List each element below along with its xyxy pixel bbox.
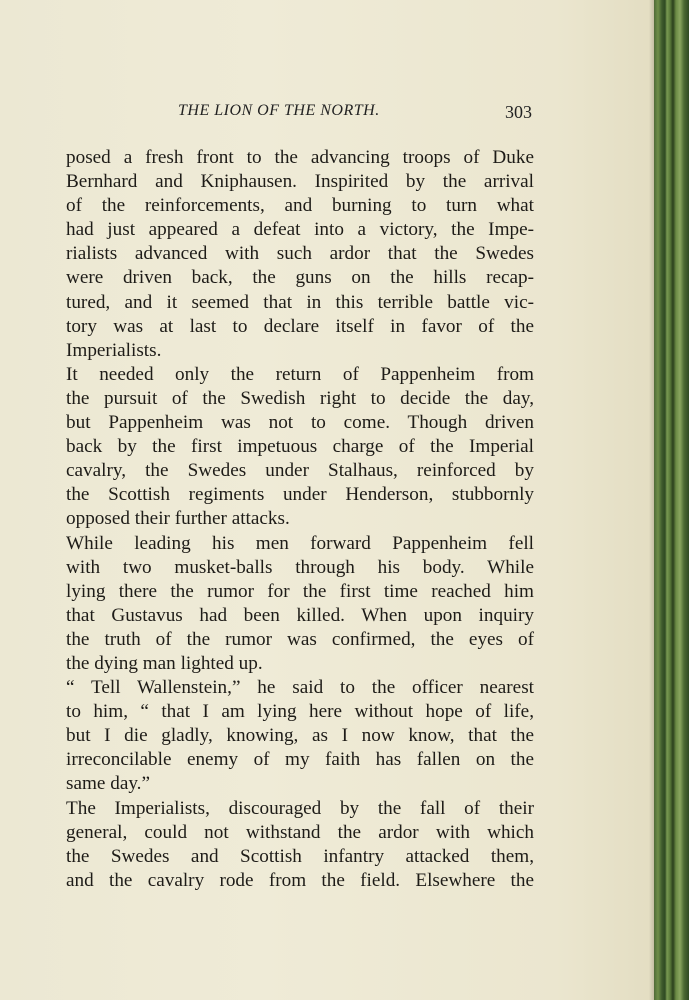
running-title: THE LION OF THE NORTH. <box>178 102 380 119</box>
text-line: irreconcilable enemy of my faith has fallen on the <box>66 749 534 771</box>
text-line: with two musket-balls through his body. While <box>66 556 534 578</box>
text-line: were driven back, the guns on the hills recap- <box>66 267 534 289</box>
text-line: the dying man lighted up. <box>66 652 263 674</box>
page-header <box>66 100 534 130</box>
book-binding <box>654 0 689 1000</box>
text-line: the pursuit of the Swedish right to decide the day, <box>66 387 534 409</box>
text-line: that Gustavus had been killed. When upon inquiry <box>66 604 534 626</box>
text-line: rialists advanced with such ardor that the Swedes <box>66 243 534 265</box>
text-line: but I die gladly, knowing, as I now know, that the <box>66 725 534 747</box>
text-line: Bernhard and Kniphausen. Inspirited by the arrival <box>66 171 534 193</box>
text-line: cavalry, the Swedes under Stalhaus, reinforced by <box>66 460 534 482</box>
text-line: to him, “ that I am lying here without hope of life, <box>66 701 534 723</box>
text-line: tory was at last to declare itself in favor of the <box>66 315 534 337</box>
text-line: general, could not withstand the ardor with which <box>66 821 534 843</box>
text-line: While leading his men forward Pappenheim fell <box>66 532 534 554</box>
text-line: but Pappenheim was not to come. Though driven <box>66 412 534 434</box>
text-line: opposed their further attacks. <box>66 508 290 530</box>
text-line: tured, and it seemed that in this terrible battle vic- <box>66 291 534 313</box>
text-line: and the cavalry rode from the field. Elsewhere the <box>66 869 534 891</box>
text-line: lying there the rumor for the first time reached him <box>66 580 534 602</box>
body-text <box>66 146 534 893</box>
text-line: The Imperialists, discouraged by the fall of their <box>66 797 534 819</box>
text-line: back by the first impetuous charge of the Imperial <box>66 436 534 458</box>
text-line: had just appeared a defeat into a victory, the Impe- <box>66 219 534 241</box>
text-line: of the reinforcements, and burning to turn what <box>66 195 534 217</box>
text-line: “ Tell Wallenstein,” he said to the officer nearest <box>66 677 534 699</box>
text-line: It needed only the return of Pappenheim from <box>66 363 534 385</box>
text-line: Imperialists. <box>66 339 162 361</box>
text-line: posed a fresh front to the advancing troops of Duke <box>66 147 534 168</box>
text-line: same day.” <box>66 773 150 795</box>
text-line: the Swedes and Scottish infantry attacked them, <box>66 845 534 867</box>
text-line: the Scottish regiments under Henderson, stubbornly <box>66 484 534 506</box>
page-number: 303 <box>505 102 532 122</box>
text-line: the truth of the rumor was confirmed, the eyes of <box>66 628 534 650</box>
